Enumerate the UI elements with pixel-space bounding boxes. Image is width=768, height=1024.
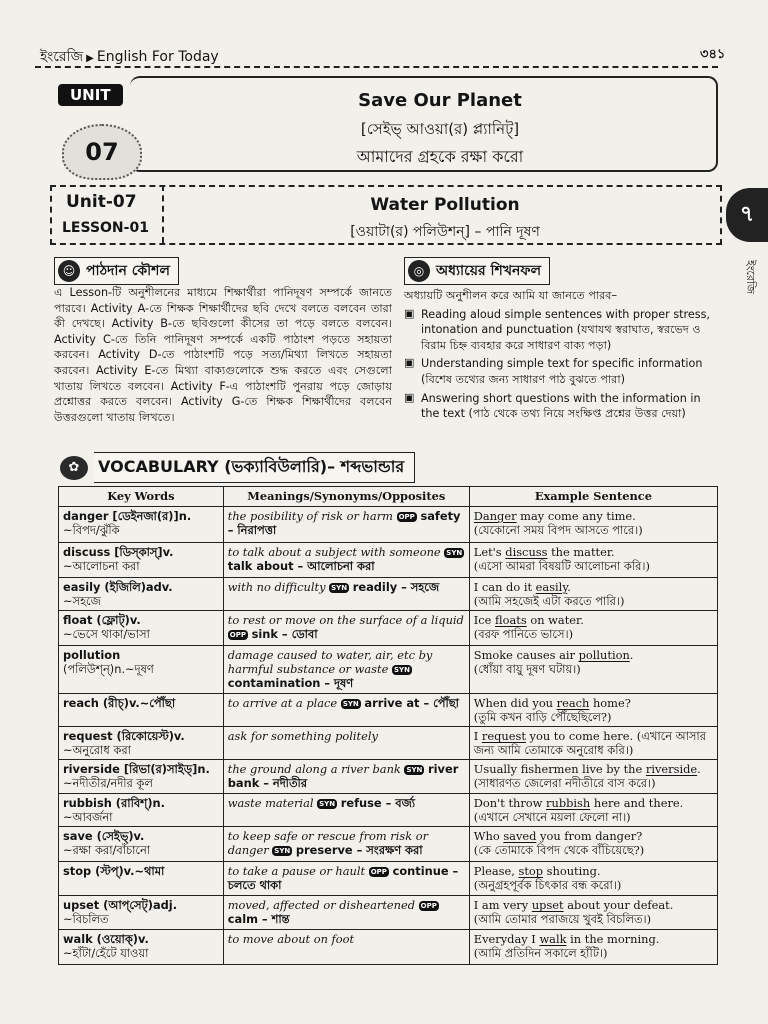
key-word-cell xyxy=(59,611,224,646)
example-sentence: Everyday I walk in the morning. xyxy=(473,932,660,946)
learning-outcomes-list xyxy=(404,288,722,422)
example-cell xyxy=(469,507,717,543)
column-header: Meanings/Synonyms/Opposites xyxy=(223,487,469,507)
chapter-tab: ৭ xyxy=(726,188,768,242)
table-row xyxy=(59,727,718,760)
table-header-row xyxy=(59,487,718,507)
key-word-cell xyxy=(59,694,224,727)
relation-word: arrive at – পৌঁছা xyxy=(364,696,459,710)
example-translation: (আমি প্রতিদিন সকালে হাঁটি।) xyxy=(473,946,608,960)
vocabulary-table xyxy=(58,486,718,965)
meaning-text: to keep safe or rescue from risk or danger xyxy=(227,829,429,857)
example-keyword: stop xyxy=(518,864,544,878)
relation-badge: SYN xyxy=(406,766,423,774)
table-row xyxy=(59,930,718,965)
example-sentence: Please, stop shouting. xyxy=(473,864,601,878)
example-keyword: Danger xyxy=(473,509,517,523)
example-keyword: discuss xyxy=(505,545,548,559)
example-translation: (কে তোমাকে বিপদ থেকে বাঁচিয়েছে?) xyxy=(473,843,645,857)
key-word-bn: ~বিপদ/ঝুঁকি xyxy=(63,523,120,537)
example-sentence: Danger may come any time. xyxy=(473,509,636,523)
example-translation: (সাধারণত জেলেরা নদীতীরে বাস করে।) xyxy=(473,776,656,790)
example-sentence: I can do it easily. xyxy=(473,580,571,594)
example-keyword: riverside xyxy=(645,762,698,776)
key-word-cell xyxy=(59,794,224,827)
example-translation: (বরফ পানিতে ভাসে।) xyxy=(473,627,574,641)
header-book-title: English For Today xyxy=(96,49,219,65)
table-row xyxy=(59,646,718,694)
column-header: Key Words xyxy=(59,487,224,507)
example-keyword: walk xyxy=(539,932,567,946)
key-word: riverside [রিভা(র)সাইড্]n. xyxy=(63,762,210,776)
example-sentence: Usually fishermen live by the riverside. xyxy=(473,762,701,776)
meaning-text: the posibility of risk or harm xyxy=(227,509,393,523)
key-word: pollution xyxy=(63,648,121,662)
key-word-cell xyxy=(59,507,224,543)
table-row xyxy=(59,862,718,896)
key-word: walk (ওয়োক্)v. xyxy=(63,932,149,946)
example-keyword: saved xyxy=(503,829,537,843)
teaching-strategy-text: এ Lesson-টি অনুশীলনের মাধ্যমে শিক্ষার্থীরা পানিদূষণ সম্পর্কে জানতে পারবে। Activity A-তে শিক্ষক শিক্ষার্থীদের ছবি দেখে বলতে বলবেন তারা কী দেখছে। Activity B-তে ছবিগুলো কীসের তা পড়ে বলতে বলবেন। Activity C-তে তিনি পানিদূষণ সম্পর্কে একটি পাঠাংশ পড়তে সহায়তা করবেন। Activity D-তে পাঠাংশটি পড়ে সত্য/মিথ্যা লিখতে সহায়তা করবেন। Activity E-তে মিথ্যা বাক্যগুলোকে শুদ্ধ করতে এবং সেগুলো খাতায় লিখতে বলবেন। Activity F-এ পাঠাংশটি পুনরায় পড়ে জোড়ায় প্রশ্নোত্তর করতে বলবেন। Activity G-তে শিক্ষক শিক্ষার্থীদের বলবেন উত্তরগুলো খাতায় লিখতে। xyxy=(54,286,392,424)
key-word-bn: ~আলোচনা করা xyxy=(63,559,140,573)
meaning-cell xyxy=(223,507,469,543)
column-header: Example Sentence xyxy=(469,487,717,507)
meaning-text: the ground along a river bank xyxy=(227,762,401,776)
example-translation: (আমি তোমার পরাজয়ে খুবই বিচলিত।) xyxy=(473,912,652,926)
meaning-cell xyxy=(223,694,469,727)
lesson-unit-label: Unit-07 xyxy=(66,192,137,212)
relation-word: readily – সহজে xyxy=(352,580,440,594)
bee-icon: ✿ xyxy=(60,456,88,480)
meaning-text: to take a pause or hault xyxy=(227,864,366,878)
meaning-cell xyxy=(223,578,469,611)
lesson-title-bn: [ওয়াটা(র) পলিউশন্] – পানি দূষণ xyxy=(350,224,540,240)
example-translation: (আমি সহজেই এটা করতে পারি।) xyxy=(473,594,625,608)
relation-badge: SYN xyxy=(393,666,410,674)
unit-title-bn: আমাদের গ্রহকে রক্ষা করো xyxy=(356,147,524,166)
target-icon: ◎ xyxy=(408,260,430,282)
table-row xyxy=(59,694,718,727)
example-cell xyxy=(469,646,717,694)
example-translation: (এসো আমরা বিষয়টি আলোচনা করি।) xyxy=(473,559,650,573)
header-subject-bn: ইংরেজি xyxy=(40,49,84,65)
outcome-item: ▣ Reading aloud simple sentences with proper stress, intonation and punctuation (যথাযথ স্বরাঘাত, স্বরভেদ ও বিরাম চিহ্ন ব্যবহার করে সাধারণ বাক্য পড়া) xyxy=(404,306,710,352)
relation-word: preserve – সংরক্ষণ করা xyxy=(295,843,423,857)
unit-number: 07 xyxy=(62,124,142,180)
example-sentence: I am very upset about your defeat. xyxy=(473,898,674,912)
key-word: save (সেইভ্)v. xyxy=(63,829,145,843)
key-word: stop (স্টপ্)v.~থামা xyxy=(63,864,165,878)
meaning-cell xyxy=(223,646,469,694)
key-word-bn: (পলিউশ্ন্)n.~দূষণ xyxy=(63,662,154,676)
table-row xyxy=(59,543,718,578)
meaning-text: damage caused to water, air, etc by harmful substance or waste xyxy=(227,648,433,676)
key-word-cell xyxy=(59,760,224,794)
lesson-divider xyxy=(162,185,164,243)
example-translation: (এখানে সেখানে ময়লা ফেলো না।) xyxy=(473,810,631,824)
meaning-text: to move about on foot xyxy=(227,932,355,946)
example-keyword: pollution xyxy=(578,648,630,662)
key-word-cell xyxy=(59,862,224,896)
outcome-item: ▣ Understanding simple text for specific information (বিশেষ তথ্যের জন্য সাধারণ পাঠ বুঝতে পারা) xyxy=(404,356,703,386)
example-keyword: rubbish xyxy=(546,796,591,810)
meaning-cell xyxy=(223,727,469,760)
example-cell xyxy=(469,543,717,578)
key-word: rubbish (রাবিশ্)n. xyxy=(63,796,165,810)
table-row xyxy=(59,507,718,543)
relation-badge: SYN xyxy=(274,847,291,855)
meaning-cell xyxy=(223,862,469,896)
relation-badge: SYN xyxy=(319,800,336,808)
relation-badge: SYN xyxy=(342,700,359,708)
key-word: discuss [ডিস্‌কাস্]v. xyxy=(63,545,174,559)
key-word-cell xyxy=(59,896,224,930)
key-word-bn: ~হাঁটা/হেঁটে যাওয়া xyxy=(63,946,149,960)
key-word: float (ফ্লোট্)v. xyxy=(63,613,141,627)
meaning-cell xyxy=(223,896,469,930)
key-word-bn: ~সহজে xyxy=(63,594,101,608)
key-word-bn: ~রক্ষা করা/বাঁচানো xyxy=(63,843,151,857)
table-row xyxy=(59,827,718,862)
meaning-text: ask for something politely xyxy=(227,729,378,743)
key-word-bn: ~আবর্জনা xyxy=(63,810,113,824)
learning-outcomes-title: অধ্যায়ের শিখনফল xyxy=(436,263,542,279)
lesson-number: LESSON-01 xyxy=(62,220,149,236)
relation-badge: SYN xyxy=(331,584,348,592)
key-word-cell xyxy=(59,930,224,965)
key-word-cell xyxy=(59,543,224,578)
meaning-text: to arrive at a place xyxy=(227,696,338,710)
relation-word: calm – শান্ত xyxy=(227,912,290,926)
example-cell xyxy=(469,578,717,611)
unit-title-en: Save Our Planet xyxy=(358,90,522,111)
example-cell xyxy=(469,930,717,965)
table-row xyxy=(59,896,718,930)
example-translation: (যেকোনো সময় বিপদ আসতে পারে।) xyxy=(473,523,643,537)
vocabulary-title: VOCABULARY (ভক্যাবিউলারি)– শব্দভান্ডার xyxy=(94,452,415,483)
checkbox-icon: ▣ xyxy=(404,390,415,404)
teacher-icon: ☺ xyxy=(58,260,80,282)
example-keyword: reach xyxy=(556,696,590,710)
vocabulary-heading xyxy=(60,452,415,483)
example-sentence: I request you to come here. (এখানে আসার জন্য আমি তোমাকে অনুরোধ করি।) xyxy=(473,729,707,757)
example-translation: (তুমি কখন বাড়ি পৌঁছেছিলে?) xyxy=(473,710,612,724)
meaning-cell xyxy=(223,760,469,794)
checkbox-icon: ▣ xyxy=(404,356,415,370)
table-row xyxy=(59,794,718,827)
example-keyword: floats xyxy=(495,613,527,627)
unit-tag: UNIT xyxy=(58,84,123,106)
key-word: danger [ডেইনজা(র)]n. xyxy=(63,509,192,523)
meaning-text: to rest or move on the surface of a liquid xyxy=(227,613,464,627)
example-cell xyxy=(469,794,717,827)
key-word-cell xyxy=(59,578,224,611)
key-word-bn: ~বিচলিত xyxy=(63,912,109,926)
example-sentence: Ice floats on water. xyxy=(473,613,584,627)
unit-title-pronunciation: [সেইভ্ আওয়া(র) প্ল্যানিট্] xyxy=(360,120,520,138)
chapter-tab-label: ইংরেজি xyxy=(744,260,757,294)
relation-word: contamination – দূষণ xyxy=(227,676,354,690)
key-word: upset (আপ্‌সেট্)adj. xyxy=(63,898,178,912)
key-word-cell xyxy=(59,827,224,862)
example-cell xyxy=(469,862,717,896)
example-keyword: request xyxy=(481,729,526,743)
relation-word: safety – নিরাপত্তা xyxy=(227,509,461,537)
key-word-bn: ~ভেসে থাকা/ভাসা xyxy=(63,627,150,641)
meaning-cell xyxy=(223,794,469,827)
example-translation: (অনুগ্রহপূর্বক চিৎকার বন্ধ করো।) xyxy=(473,878,622,892)
meaning-cell xyxy=(223,611,469,646)
meaning-cell xyxy=(223,827,469,862)
key-word: easily (ইজিলি)adv. xyxy=(63,580,173,594)
example-keyword: upset xyxy=(531,898,564,912)
meaning-cell xyxy=(223,930,469,965)
meaning-text: to talk about a subject with someone xyxy=(227,545,441,559)
example-cell xyxy=(469,896,717,930)
example-cell xyxy=(469,611,717,646)
meaning-text: moved, affected or disheartened xyxy=(227,898,416,912)
outcomes-intro: অধ্যায়টি অনুশীলন করে আমি যা জানতে পারব– xyxy=(404,289,618,302)
meaning-text: waste material xyxy=(227,796,314,810)
table-row xyxy=(59,760,718,794)
teaching-strategy-title: পাঠদান কৌশল xyxy=(86,263,170,279)
key-word-cell xyxy=(59,727,224,760)
relation-word: refuse – বর্জ্য xyxy=(340,796,416,810)
relation-badge: SYN xyxy=(446,549,463,557)
relation-word: river bank – নদীতীর xyxy=(227,762,459,790)
header-divider xyxy=(35,66,718,68)
example-translation: (ধোঁয়া বায়ু দূষণ ঘটায়।) xyxy=(473,662,581,676)
example-cell xyxy=(469,694,717,727)
outcome-item: ▣ Answering short questions with the information in the text (পাঠ থেকে তথ্য নিয়ে সংক্ষিপ্ত প্রশ্নের উত্তর দেয়া) xyxy=(404,390,701,421)
example-sentence: Smoke causes air pollution. xyxy=(473,648,634,662)
learning-outcomes-heading xyxy=(404,257,550,285)
example-cell xyxy=(469,827,717,862)
meaning-text: with no difficulty xyxy=(227,580,326,594)
key-word-bn: ~নদীতীর/নদীর কূল xyxy=(63,776,153,790)
example-sentence: Let's discuss the matter. xyxy=(473,545,615,559)
key-word-bn: ~অনুরোধ করা xyxy=(63,743,131,757)
relation-badge: OPP xyxy=(420,902,437,910)
relation-badge: OPP xyxy=(370,868,387,876)
key-word-cell xyxy=(59,646,224,694)
example-sentence: Who saved you from danger? xyxy=(473,829,643,843)
example-cell xyxy=(469,760,717,794)
table-row xyxy=(59,578,718,611)
relation-word: continue – চলতে থাকা xyxy=(227,864,459,892)
relation-badge: OPP xyxy=(398,513,415,521)
relation-word: sink – ডোবা xyxy=(251,627,318,641)
teaching-strategy-heading xyxy=(54,257,179,285)
page-number: ৩৪১ xyxy=(700,47,726,62)
key-word: reach (রীচ্)v.~পৌঁছা xyxy=(63,696,176,710)
checkbox-icon: ▣ xyxy=(404,306,415,320)
lesson-title-en: Water Pollution xyxy=(370,195,520,215)
arrow-right-icon: ▶ xyxy=(86,53,94,64)
key-word: request (রিকোয়েস্ট)v. xyxy=(63,729,185,743)
example-cell xyxy=(469,727,717,760)
example-keyword: easily xyxy=(535,580,568,594)
example-sentence: Don't throw rubbish here and there. xyxy=(473,796,684,810)
relation-word: talk about – আলোচনা করা xyxy=(227,559,375,573)
meaning-cell xyxy=(223,543,469,578)
table-row xyxy=(59,611,718,646)
example-sentence: When did you reach home? xyxy=(473,696,631,710)
relation-badge: OPP xyxy=(229,631,246,639)
